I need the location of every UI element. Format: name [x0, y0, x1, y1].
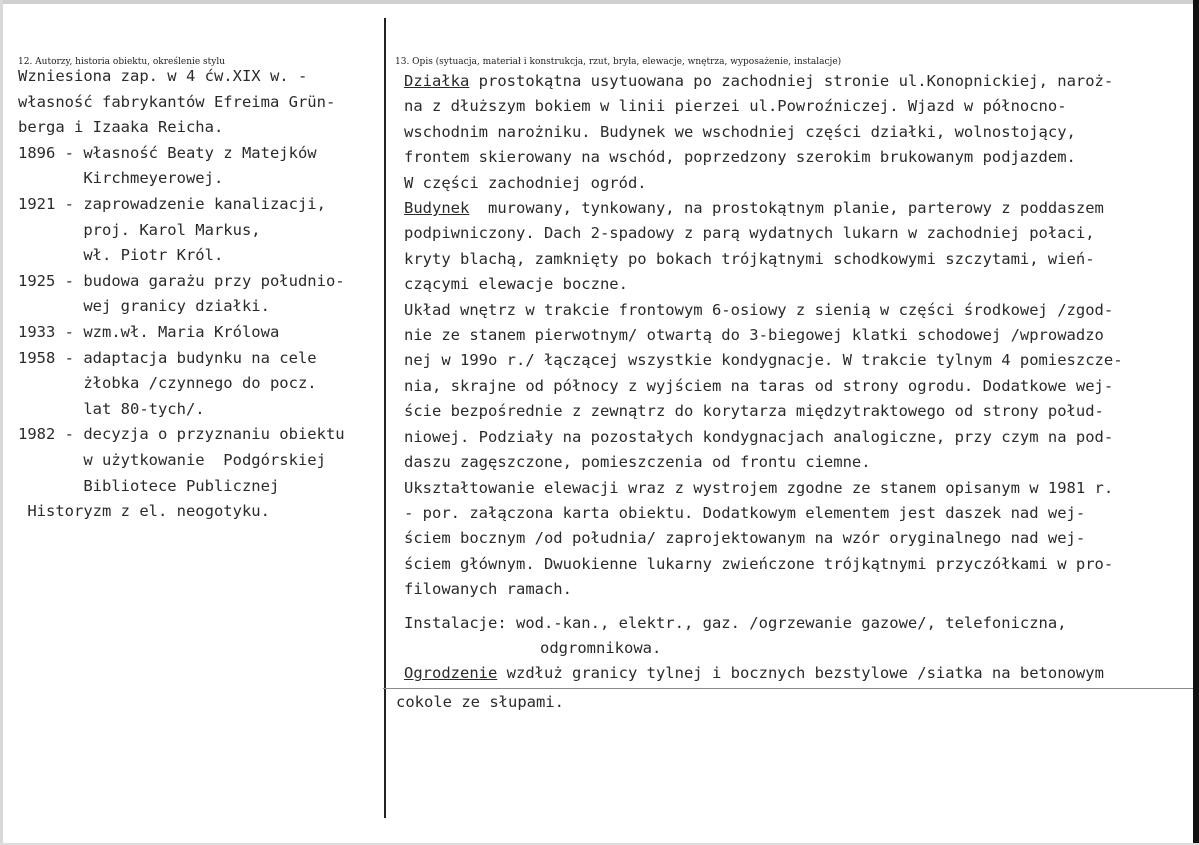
building-heading: Budynek: [404, 199, 470, 218]
history-line: Bibliotece Publicznej: [18, 476, 280, 495]
history-line: 1982 - decyzja o przyznaniu obiektu: [18, 425, 345, 444]
description-line: podpiwniczony. Dach 2-spadowy z parą wydatnych lukarn w zachodniej połaci,: [404, 224, 1095, 243]
elevation-line: - por. załączona karta obiektu. Dodatkowym elementem jest daszek nad wej-: [404, 503, 1086, 522]
interior-line: nia, skrajne od północy z wyjściem na taras od strony ogrodu. Dodatkowe wej-: [404, 376, 1114, 395]
interior-line: daszu zagęszczone, pomieszczenia od frontu ciemne.: [404, 453, 871, 472]
paragraph-gap: [404, 603, 1194, 611]
style-note: Historyzm z el. neogotyku.: [18, 502, 270, 521]
history-line: berga i Izaaka Reicha.: [18, 118, 224, 137]
elevation-line: ściem głównym. Dwuokienne lukarny zwieńczone trójkątnymi przyczółkami w pro-: [404, 554, 1114, 573]
history-line: w użytkowanie Podgórskiej: [18, 450, 326, 469]
interior-line: Układ wnętrz w trakcie frontowym 6-osiowy z sienią w części środkowej /zgod-: [404, 300, 1114, 319]
history-line: żłobka /czynnego do pocz.: [18, 374, 317, 393]
interior-line: niowej. Podziały na pozostałych kondygnacjach analogiczne, przy czym na pod-: [404, 427, 1114, 446]
history-line: własność fabrykantów Efreima Grün-: [18, 92, 336, 111]
description-line: czącymi elewacje boczne.: [404, 275, 628, 294]
description-column: [404, 69, 1194, 687]
history-line: 1925 - budowa garażu przy południo-: [18, 271, 345, 290]
history-line: Kirchmeyerowej.: [18, 169, 224, 188]
description-line: Działka prostokątna usytuowana po zachodniej stronie ul.Konopnickiej, naroż-: [404, 72, 1114, 90]
history-line: 1933 - wzm.wł. Maria Królowa: [18, 322, 280, 341]
interior-line: ście bezpośrednie z zewnątrz do korytarza międzytraktowego od strony połud-: [404, 402, 1104, 421]
description-line: W części zachodniej ogród.: [404, 173, 647, 192]
history-line: 1958 - adaptacja budynku na cele: [18, 348, 317, 367]
description-line: na z dłuższym bokiem w linii pierzei ul.Powroźniczej. Wjazd w północno-: [404, 97, 1067, 116]
elevation-line: Ukształtowanie elewacji wraz z wystrojem zgodne ze stanem opisanym w 1981 r.: [404, 478, 1114, 497]
elevation-line: ściem bocznym /od południa/ zaprojektowanym na wzór oryginalnego nad wej-: [404, 529, 1086, 548]
fence-heading: Ogrodzenie: [404, 664, 498, 683]
history-line: 1921 - zaprowadzenie kanalizacji,: [18, 194, 326, 213]
history-line: wł. Piotr Król.: [18, 246, 224, 265]
scan-border-left: [0, 0, 3, 845]
history-line: lat 80-tych/.: [18, 399, 205, 418]
column-divider: [384, 18, 386, 818]
plot-heading: Działka: [404, 72, 470, 90]
scan-border-top: [0, 0, 1199, 4]
description-line: kryty blachą, zamknięty po bokach trójkątnymi schodkowymi szczytami, wień-: [404, 249, 1095, 268]
paste-edge: [383, 688, 1193, 689]
fence-line: Ogrodzenie wzdłuż granicy tylnej i bocznych bezstylowe /siatka na betonowym: [404, 664, 1104, 683]
description-line: wschodnim narożniku. Budynek we wschodniej części działki, wolnostojący,: [404, 122, 1076, 141]
history-line: 1896 - własność Beaty z Matejków: [18, 143, 317, 162]
interior-line: nej w 199o r./ łączącej wszystkie kondygnacje. W trakcie tylnym 4 pomieszcze-: [404, 351, 1123, 370]
history-line: Wzniesiona zap. w 4 ćw.XIX w. -: [18, 67, 308, 85]
elevation-line: filowanych ramach.: [404, 580, 572, 599]
history-column: [18, 64, 380, 525]
fence-continuation: cokole ze słupami.: [396, 693, 564, 711]
section-12-header: 12. Autorzy, historia obiektu, określenie stylu: [18, 57, 226, 67]
history-line: wej granicy działki.: [18, 297, 270, 316]
installations-line: Instalacje: wod.-kan., elektr., gaz. /ogrzewanie gazowe/, telefoniczna,: [404, 613, 1067, 632]
interior-line: nie ze stanem pierwotnym/ otwartą do 3-biegowej klatki schodowej /wprowadzo: [404, 326, 1104, 345]
description-line: frontem skierowany na wschód, poprzedzony szerokim brukowanym podjazdem.: [404, 148, 1076, 167]
section-13-header: 13. Opis (sytuacja, materiał i konstrukcja, rzut, bryła, elewacje, wnętrza, wyposażenie, instalacje): [395, 57, 842, 67]
history-line: proj. Karol Markus,: [18, 220, 261, 239]
installations-line: odgromnikowa.: [540, 638, 662, 657]
description-line: Budynek murowany, tynkowany, na prostokątnym planie, parterowy z poddaszem: [404, 199, 1104, 218]
